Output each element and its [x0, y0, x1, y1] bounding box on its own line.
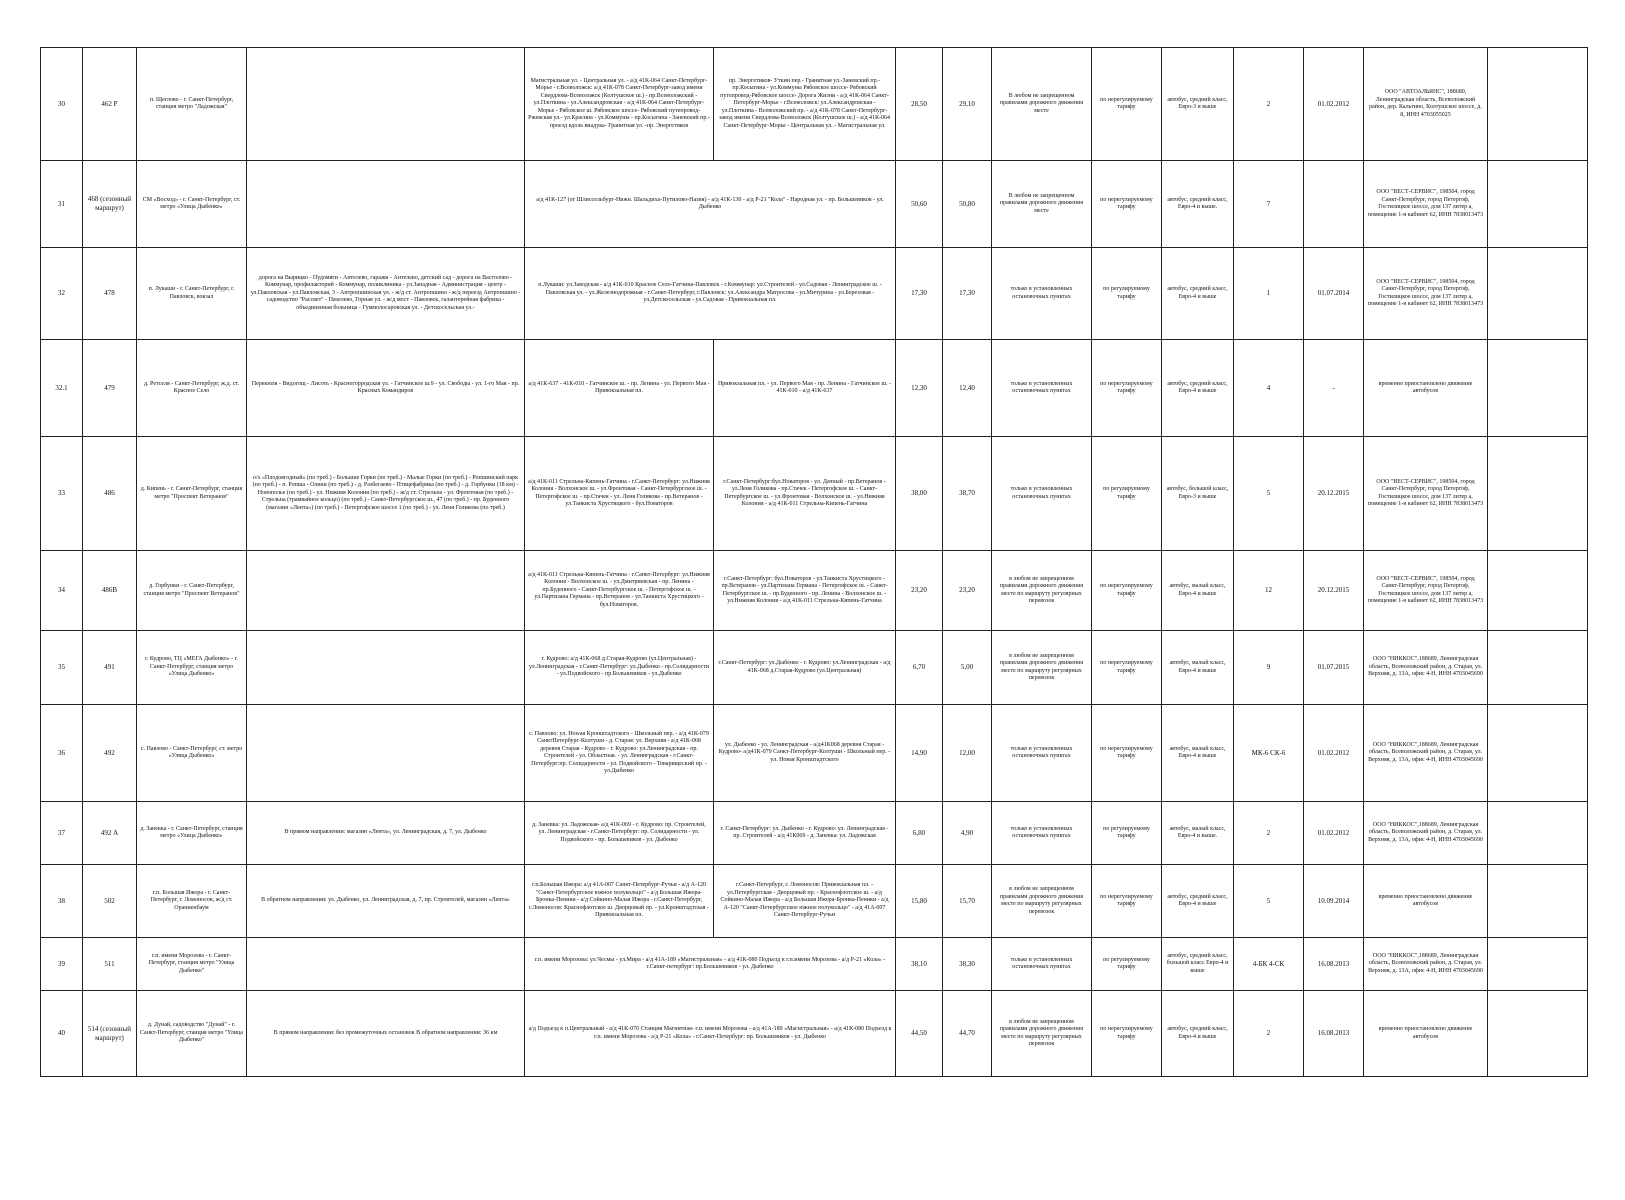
table-row: [41, 631, 1588, 705]
start-date: 20.12.2015: [1304, 551, 1364, 631]
start-date: 01.02.2012: [1304, 705, 1364, 802]
vehicle-class: автобус, малый класс, Евро-4 и выше: [1162, 705, 1234, 802]
carrier-info: ООО "ВЕСТ-СЕРВИС", 198504, город Санкт-Петербург, город Петергоф, Гостилицкое шоссе, дом 137 литер а, помещение 1-н кабинет 62, ИНН 7838013473: [1364, 161, 1488, 248]
intermediate-stops: [247, 161, 525, 248]
start-date: 10.09.2014: [1304, 865, 1364, 938]
carrier-info: ООО "НИККОС",188689, Ленинградская область, Всеволожский район, д. Старая, ул. Верхняя, д. 13А, офис 4-Н, ИНН 4703045690: [1364, 802, 1488, 865]
row-number: 34: [41, 551, 83, 631]
distance-back: 5,00: [943, 631, 992, 705]
vehicle-class: автобус, малый класс, Евро-4 и выше: [1162, 631, 1234, 705]
vehicle-count: 4-БК 4-СК: [1234, 938, 1304, 991]
tariff-type: по нерегулируемому тарифу: [1092, 48, 1162, 161]
distance-forward: 50,60: [896, 161, 943, 248]
tariff-type: по регулируемому тарифу: [1092, 248, 1162, 340]
streets-forward: г. Кудрово: а/д 41К-068 д.Старая-Кудрово (ул.Центральная) - ул.Ленинградская - г.Санкт-Петербург: ул.Дыбенко - пр.Солидарности - ул.Подвойского - пр.Большевиков - ул.Дыбенко: [525, 631, 714, 705]
distance-forward: 23,20: [896, 551, 943, 631]
tariff-type: по нерегулируемому тарифу: [1092, 551, 1162, 631]
route-name: г.п. имени Морозова - г. Санкт-Петербург, станция метро "Улица Дыбенко": [137, 938, 247, 991]
distance-back: 44,70: [943, 991, 992, 1077]
route-name: с. Павлово - Санкт-Петербург, ст. метро «Улица Дыбенко»: [137, 705, 247, 802]
boarding-order: только в установленных остановочных пунктах: [992, 802, 1092, 865]
table-row: [41, 161, 1588, 248]
empty-cell: [1488, 705, 1588, 802]
table-row: [41, 991, 1588, 1077]
empty-cell: [1488, 48, 1588, 161]
empty-cell: [1488, 991, 1588, 1077]
distance-forward: 15,80: [896, 865, 943, 938]
start-date: 16.08.2013: [1304, 938, 1364, 991]
empty-cell: [1488, 551, 1588, 631]
route-name: д. Заневка - г. Санкт-Петербург, станция метро «Улица Дыбенко»: [137, 802, 247, 865]
vehicle-class: автобус, средний класс, Евро-4 и выше: [1162, 991, 1234, 1077]
carrier-info: временно приостановлено движение автобусов: [1364, 991, 1488, 1077]
start-date: 01.02.2012: [1304, 802, 1364, 865]
row-number: 36: [41, 705, 83, 802]
boarding-order: в любом не запрещенном правилами дорожного движения месте по маршруту регулярных перевозок: [992, 551, 1092, 631]
vehicle-count: 5: [1234, 865, 1304, 938]
tariff-type: по нерегулируемому тарифу: [1092, 161, 1162, 248]
vehicle-count: 2: [1234, 802, 1304, 865]
distance-forward: 17,30: [896, 248, 943, 340]
table-row: [41, 48, 1588, 161]
start-date: [1304, 161, 1364, 248]
streets-both: г.п. имени Морозова: ул.Чесмы - ул.Мира - а/д 41А-189 «Магистральная» - а/д 41К-080 Подъезд к г.п.имени Морозова - а/д Р-21 «Кола» - г.Санкт-петербург: пр.Большевиков - ул. Дыбенко: [525, 938, 896, 991]
route-name: д. Дунай, садоводство "Дунай" - г. Санкт-Петербург, станция метро "Улица Дыбенко": [137, 991, 247, 1077]
start-date: -: [1304, 340, 1364, 437]
vehicle-count: 1: [1234, 248, 1304, 340]
empty-cell: [1488, 437, 1588, 551]
streets-back: г.Санкт-Петербург: бул.Новаторов - ул.Танкиста Хрустицкого - пр.Ветеранов - ул.Партизана Германа - Петергофское ш. - Санкт-Петербургское ш. - пр.Буденного - пр. Ленина - Волхонское ш. - ул.Нижняя Колония - а/д 41К-011 Стрельна-Кипень-Гатчина: [714, 551, 896, 631]
streets-back: г.Санкт-Петербург: ул.Дыбенко - г. Кудрово: ул.Ленинградская - а/д 41К-068 д.Старая-Кудрово (ул.Центральная): [714, 631, 896, 705]
boarding-order: В любом не запрещенном правилами дорожного движения месте: [992, 161, 1092, 248]
vehicle-class: автобус, средний класс, Евро-3 и выше: [1162, 48, 1234, 161]
route-number: 462 Р: [83, 48, 137, 161]
tariff-type: по регулируемому тарифу: [1092, 802, 1162, 865]
streets-back: ул. Дыбенко - ул. Ленинградская - а/д41К068 деревня Старая - Кудрово- а/д41К-079 Санкт-Петербург-Колтуши - Школьный пер. - ул. Новая Кронштадтского: [714, 705, 896, 802]
intermediate-stops: [247, 938, 525, 991]
empty-cell: [1488, 865, 1588, 938]
route-name: п. Лукаши - г. Санкт-Петербург, г. Павловск, вокзал: [137, 248, 247, 340]
route-name: д. Ретселя - Санкт-Петербург, ж.д. ст. Красное Село: [137, 340, 247, 437]
vehicle-class: автобус, малый класс, Евро-4 и выше.: [1162, 802, 1234, 865]
carrier-info: ООО "НИККОС",188689, Ленинградская область, Всеволожский район, д. Старая, ул. Верхняя, д. 13А, офис 4-Н, ИНН 4703045690: [1364, 705, 1488, 802]
row-number: 40: [41, 991, 83, 1077]
boarding-order: только в установленных остановочных пунктах: [992, 248, 1092, 340]
route-number: 478: [83, 248, 137, 340]
table-row: [41, 938, 1588, 991]
tariff-type: по нерегулируемому тарифу: [1092, 991, 1162, 1077]
distance-forward: 12,30: [896, 340, 943, 437]
route-number: 486: [83, 437, 137, 551]
route-number: 514 (сезонный маршрут): [83, 991, 137, 1077]
tariff-type: по регулируемому тарифу: [1092, 938, 1162, 991]
streets-back: г.Санкт-Петербург, г. Ломоносов: Привокзальная пл. - ул.Петербургская - Дворцовый пр. - Краснофлотское ш. - а/д Сойкино-Малая Ижора - а/д Большая Ижора-Бронка-Пеники - а/д А-120 "Санкт-Петербургское южное полукольцо" - а/д 41А-007 Санкт-Петербург-Ручьи: [714, 865, 896, 938]
distance-back: 12,40: [943, 340, 992, 437]
vehicle-count: 9: [1234, 631, 1304, 705]
row-number: 32: [41, 248, 83, 340]
empty-cell: [1488, 248, 1588, 340]
intermediate-stops: [247, 551, 525, 631]
vehicle-count: 4: [1234, 340, 1304, 437]
route-number: 468 (сезонный маршрут): [83, 161, 137, 248]
tariff-type: по нерегулируемому тарифу: [1092, 865, 1162, 938]
route-name: д. Горбунки - г. Санкт-Петербург, станция метро "Проспект Ветеранов": [137, 551, 247, 631]
boarding-order: только в установленных остановочных пунктах: [992, 938, 1092, 991]
route-number: 492: [83, 705, 137, 802]
tariff-type: по нерегулируемому тарифу: [1092, 340, 1162, 437]
empty-cell: [1488, 161, 1588, 248]
route-name: д. Кипень - г. Санкт-Петербург, станция метро "Проспект Ветеранов": [137, 437, 247, 551]
streets-forward: д. Заневка: ул. Ладожская- а/д 41К-069 - г. Кудрово: пр. Строителей, ул. Ленинградская - г.Санкт-Петербург: пр. Солидарности - ул. Подвойского - пр. Большевиков - ул. Дыбенко: [525, 802, 714, 865]
carrier-info: ООО "ВЕСТ-СЕРВИС", 198504, город Санкт-Петербург, город Петергоф, Гостилицкое шоссе, дом 137 литер а, помещение 1-н кабинет 62, ИНН 7838013473: [1364, 248, 1488, 340]
vehicle-class: автобус, средний класс, Евро-4 и выше.: [1162, 161, 1234, 248]
streets-both: а/д Подъезд к п.Центральный - а/д 41К-070 Станция Магнитная- г.п. имени Морозова - а/д 41А-189 «Магистральная» - а/д 41К-080 Подъезд к г.п. имени Морозова - а/д Р-21 «Кола» - г.Санкт-Петербург: пр. Большевиков - ул. Дыбенко: [525, 991, 896, 1077]
intermediate-stops: [247, 631, 525, 705]
intermediate-stops: [247, 705, 525, 802]
streets-forward: с. Павлово: ул. Нowая Кронштадтского - Школьный пер. - а/д 41К-079 СанктПетербург-Колтуши - д. Старая: ул. Верхняя - а/д 41К-068 деревня Старая - Кудрово - г. Кудрово: ул.Ленинградская - пр. Строителей - ул. Областная. - ул. Ленинградская - г.Санкт-Петербург:пр. Солидарности - ул. Подвойского - Товарищеский пр. - ул.Дыбенко: [525, 705, 714, 802]
carrier-info: ООО "НИККОС",188689, Ленинградская область, Всеволожский район, д. Старая, ул. Верхняя, д. 13А, офис 4-Н, ИНН 4703045690: [1364, 938, 1488, 991]
vehicle-count: 12: [1234, 551, 1304, 631]
vehicle-class: автобус, средний класс, Евро-4 и выше: [1162, 865, 1234, 938]
intermediate-stops: [247, 48, 525, 161]
tariff-type: по нерегулируемому тарифу: [1092, 705, 1162, 802]
streets-both: п.Лукаши: ул.Заводская - а/д 41К-010 Красное Село-Гатчина-Павловск - г.Коммунар: ул.Строителей - ул.Садовая - Ленинградское ш. - Павловская ул. - ул.Железнодорожная - г.Санкт-Петербург, г.Павловск: ул.Александра Матросова - ул.Мичурина - ул.Березовая - ул.Детскосельская - ул.Садовая - Привокзальная пл.: [525, 248, 896, 340]
route-name: СМ «Восход» - г. Санкт-Петербург, ст. метро «Улица Дыбенко»: [137, 161, 247, 248]
routes-register-page: [40, 47, 1588, 1077]
distance-forward: 6,80: [896, 802, 943, 865]
carrier-info: временно приостановлено движение автобусов: [1364, 865, 1488, 938]
streets-back: г. Санкт-Петербург: ул. Дыбенко - г. Кудрово: ул. Ленинградская - пр. Строителей - а/д 41К069 - д. Заневка: ул. Ладожская: [714, 802, 896, 865]
distance-forward: 44,50: [896, 991, 943, 1077]
vehicle-class: автобус, средний класс, Евро-4 и выше: [1162, 340, 1234, 437]
route-number: 486В: [83, 551, 137, 631]
distance-forward: 38,00: [896, 437, 943, 551]
distance-back: 38,30: [943, 938, 992, 991]
empty-cell: [1488, 340, 1588, 437]
streets-forward: а/д 41К-637 - 41К-010 - Гатчинское ш. - пр. Ленина - ул. Первого Мая - Привокзальная пл.: [525, 340, 714, 437]
streets-back: пр. Энергетиков- Уткин пер.- Гранитная ул.-Заневский пр.- пр.Косыгина - ул.Коммуны Рябовское шоссе- Рябовский путепровод-Рябовское шоссе- Дорога Жизни - а/д 41К-064 Санкт-Петербург-Морье - г.Всеволожск: ул.Александровская - ул.Плоткина - Всеволожский пр. - а/д 41К-078 Санкт-Петербург-завод имени Свердлова-Всеволожск (Колтушское ш.) - а/д 41К-064 Санкт-Петербург-Морье - Центральная ул. - Магистральная ул.: [714, 48, 896, 161]
route-number: 502: [83, 865, 137, 938]
carrier-info: ООО "НИККОС",188689, Ленинградская область, Всеволожский район, д. Старая, ул. Верхняя, д. 13А, офис 4-Н, ИНН 4703045690: [1364, 631, 1488, 705]
distance-back: 38,70: [943, 437, 992, 551]
table-row: [41, 551, 1588, 631]
row-number: 35: [41, 631, 83, 705]
distance-forward: 6,70: [896, 631, 943, 705]
intermediate-stops: В обратном направлении: ул. Дыбенко, ул. Ленинградская, д. 7, пр. Строителей, магазин «Лента»: [247, 865, 525, 938]
distance-back: 23,20: [943, 551, 992, 631]
table-row: [41, 437, 1588, 551]
vehicle-count: 2: [1234, 991, 1304, 1077]
route-number: 492 А: [83, 802, 137, 865]
vehicle-count: 5: [1234, 437, 1304, 551]
intermediate-stops: о/х «Плодоягодный» (по треб.) - Большие Горки (по треб.) - Малые Горки (по треб.) - Ропшинский парк (по треб.) - п. Ропша - Олики (по треб.) - д. Разбегаево - Птицефабрика (по треб.) - д. Горбунки (18 км) - Новополье (по треб.) - ул. Нижняя Колония (по треб.) - ж/д ст. Стрельна - ул. Фронтовая (по треб.) - Стрельна (трамвайное кольцо) (по треб.) - Санкт-Петербургское ш., 47 (по треб.) - пр. Буденного (магазин «Лента») (по треб.) - Петергофское шоссе 1 (по треб.) - ул. Леня Голикова (по треб.): [247, 437, 525, 551]
intermediate-stops: Перекюля - Видогощ - Лисоть - Красногорродская ул. - Гатчинское ш.9 - ул. Свободы - ул. 1-го Мая - пр. Красных Командиров: [247, 340, 525, 437]
row-number: 37: [41, 802, 83, 865]
tariff-type: по регулируемому тарифу: [1092, 437, 1162, 551]
vehicle-count: 7: [1234, 161, 1304, 248]
start-date: 16.08.2013: [1304, 991, 1364, 1077]
streets-forward: а/д 41К-011 Стрельна-Кипень-Гатчина - г.Санкт-Петербург: ул.Нижняя Колония - Волхонское ш. - ул.Фронтовая - Санкт-Петербургское ш. - Петергофское ш. - пр.Стачек - ул. Леня Голикова - пр.Ветеранов - ул.Танкиста Хрустицкого - бул.Новаторов: [525, 437, 714, 551]
tariff-type: по нерегулируемому тарифу: [1092, 631, 1162, 705]
carrier-info: ООО "ВЕСТ-СЕРВИС", 198504, город Санкт-Петербург, город Петергоф, Гостилицкое шоссе, дом 137 литер а, помещение 1-н кабинет 62, ИНН 7838013473: [1364, 551, 1488, 631]
vehicle-class: автобус, средний класс, большой класс Евро-4 и выше: [1162, 938, 1234, 991]
table-row: [41, 865, 1588, 938]
boarding-order: В любом не запрещенном правилами дорожного движения месте: [992, 48, 1092, 161]
start-date: 01.02.2012: [1304, 48, 1364, 161]
boarding-order: только в установленных остановочных пунктах: [992, 705, 1092, 802]
vehicle-count: 2: [1234, 48, 1304, 161]
distance-back: 4,90: [943, 802, 992, 865]
route-number: 479: [83, 340, 137, 437]
vehicle-class: автобус, малый класс, Евро-4 и выше: [1162, 551, 1234, 631]
table-row: [41, 705, 1588, 802]
streets-forward: г.п.Большая Ижора: а/д 41А-007 Санкт-Петербург-Ручьи - а/д А-120 "Санкт-Петербургское южное полукольцо" - а/д Большая Ижора-Бронка-Пеники - а/д Сойкино-Малая Ижора - г.Санкт-Петербург, г.Ломоносов: Краснофлотское ш. Дворцовый пр. - ул.Кронштадтская - Привокзальная пл.: [525, 865, 714, 938]
carrier-info: ООО "ВЕСТ-СЕРВИС", 198504, город Санкт-Петербург, город Петергоф, Гостилицкое шоссе, дом 137 литер а, помещение 1-н кабинет 62, ИНН 7838013473: [1364, 437, 1488, 551]
table-row: [41, 802, 1588, 865]
distance-back: 12,00: [943, 705, 992, 802]
table-row: [41, 340, 1588, 437]
empty-cell: [1488, 802, 1588, 865]
distance-forward: 28,50: [896, 48, 943, 161]
distance-back: 17,30: [943, 248, 992, 340]
distance-forward: 14,90: [896, 705, 943, 802]
distance-back: 29,10: [943, 48, 992, 161]
distance-back: 15,70: [943, 865, 992, 938]
route-name: г.п. Большая Ижора - г. Санкт-Петербург, г. Ломоносов, ж/д ст. Ораниенбаум: [137, 865, 247, 938]
route-name: г. Кудрово, ТЦ «МЕГА Дыбенко» - г. Санкт-Петербург, станция метро «Улица Дыбенко»: [137, 631, 247, 705]
table-row: [41, 248, 1588, 340]
distance-forward: 38,10: [896, 938, 943, 991]
row-number: 39: [41, 938, 83, 991]
row-number: 30: [41, 48, 83, 161]
streets-forward: а/д 41К-011 Стрельна-Кипень-Гатчина - г.Санкт-Петербург: ул.Нижняя Колония - Волхонское ш. - ул.Дмитриевская - пр. Ленина - пр.Буденного - Санкт-Петербургское ш. - Петергофское ш. - ул.Партизана Германа - пр.Ветеранов - ул.Танкиста Хрустицкого - бул.Новаторов.: [525, 551, 714, 631]
start-date: 01.07.2015: [1304, 631, 1364, 705]
row-number: 32.1: [41, 340, 83, 437]
row-number: 38: [41, 865, 83, 938]
empty-cell: [1488, 938, 1588, 991]
start-date: 20.12.2015: [1304, 437, 1364, 551]
routes-table: [40, 47, 1588, 1077]
streets-both: а/д 41К-127 (от Шлиссельбург-Нижн. Шальдиха-Путилово-Назия) - а/д 41К-130 - а/д Р-21 "Кола" - Народная ул. - пр. Большевиков - ул. Дыбенко: [525, 161, 896, 248]
route-number: 511: [83, 938, 137, 991]
boarding-order: только в установленных остановочных пунктах: [992, 340, 1092, 437]
vehicle-count: МК-6 СК-6: [1234, 705, 1304, 802]
vehicle-class: автобус, большой класс, Евро-3 и выше: [1162, 437, 1234, 551]
route-number: 491: [83, 631, 137, 705]
streets-forward: Магистральная ул. - Центральная ул. - а/д 41К-064 Санкт-Петербург-Морье - г.Всеволожск: а/д 41К-078 Санкт-Петербург-завод имени Свердлова-Всеволожск (Колтушское ш.) - пр.Всеволожский - ул.Плоткина - ул.Александровская - а/д 41К-064 Санкт-Петербург-Морье - Рябовское ш. Рябовское шоссе- Рябовский путепровод- Ржевская ул.- ул.Красина - ул.Коммуны - пр.Косыгина - Заневский пр.- проезд вдоль виадука- Гранитная ул. -пр. Энергетиков: [525, 48, 714, 161]
start-date: 01.07.2014: [1304, 248, 1364, 340]
boarding-order: в любом не запрещенном правилами дорожного движения месте по маршруту регулярных перевозок: [992, 991, 1092, 1077]
row-number: 33: [41, 437, 83, 551]
intermediate-stops: В прямом направлении: без промежуточных остановок В обратном направлении: 36 км: [247, 991, 525, 1077]
empty-cell: [1488, 631, 1588, 705]
boarding-order: только в установленных остановочных пунктах: [992, 437, 1092, 551]
streets-back: Привокзальная пл. - ул. Первого Мая - пр. Ленина - Гатчинское ш. - 41К-010 - а/д 41К-637: [714, 340, 896, 437]
vehicle-class: автобус, средний класс, Евро-4 и выше: [1162, 248, 1234, 340]
route-name: п. Щеглово - г. Санкт-Петербург, станция метро "Ладожская": [137, 48, 247, 161]
distance-back: 50,80: [943, 161, 992, 248]
carrier-info: ООО "АВТОАЛЬЯНС", 188680, Ленинградская область, Всеволожский район, дер. Кальтино, Колтушское шоссе, д. 8, ИНН 4703055025: [1364, 48, 1488, 161]
row-number: 31: [41, 161, 83, 248]
streets-back: г.Санкт-Петербург:бул.Новаторов - ул. Дачный - пр.Ветеранов - ул.Леня Голикова - пр.Стачек - Петергофское ш. - Санкт-Петербургское ш. - ул.Фронтовая - Волхонское ш. - ул.Нижняя Колония - а/д 41К-011 Стрельна-Кипень-Гатчина: [714, 437, 896, 551]
intermediate-stops: В прямом направлении: магазин «Лента», ул. Ленинградская, д. 7, ул. Дыбенко: [247, 802, 525, 865]
carrier-info: временно приостановлено движение автобусов: [1364, 340, 1488, 437]
boarding-order: в любом не запрещенном правилами дорожного движения месте по маршруту регулярных перевозок: [992, 865, 1092, 938]
boarding-order: в любом не запрещенном правилами дорожного движения месте по маршруту регулярных перевозок: [992, 631, 1092, 705]
intermediate-stops: дорога на Вырицко - Пудомяги - Антелево, гаражи - Антелево, детский сад - дорога на Вастолово - Коммунар, профилакторий - Коммунар, поликлиника - ул.Западная - Администрация - центр - ул.Павловская - ул.Павловская, 3 - Антропшинская ул. - ж/д ст. Антропшино - ж/д переезд Антропшино - садоводство "Рассвет" - Пязелево, Горная ул. - ж/д мост - Павловск, галантерейная фабрика - объединенная больница - Гуммолосаровская ул. - Детскосельская ул.-: [247, 248, 525, 340]
